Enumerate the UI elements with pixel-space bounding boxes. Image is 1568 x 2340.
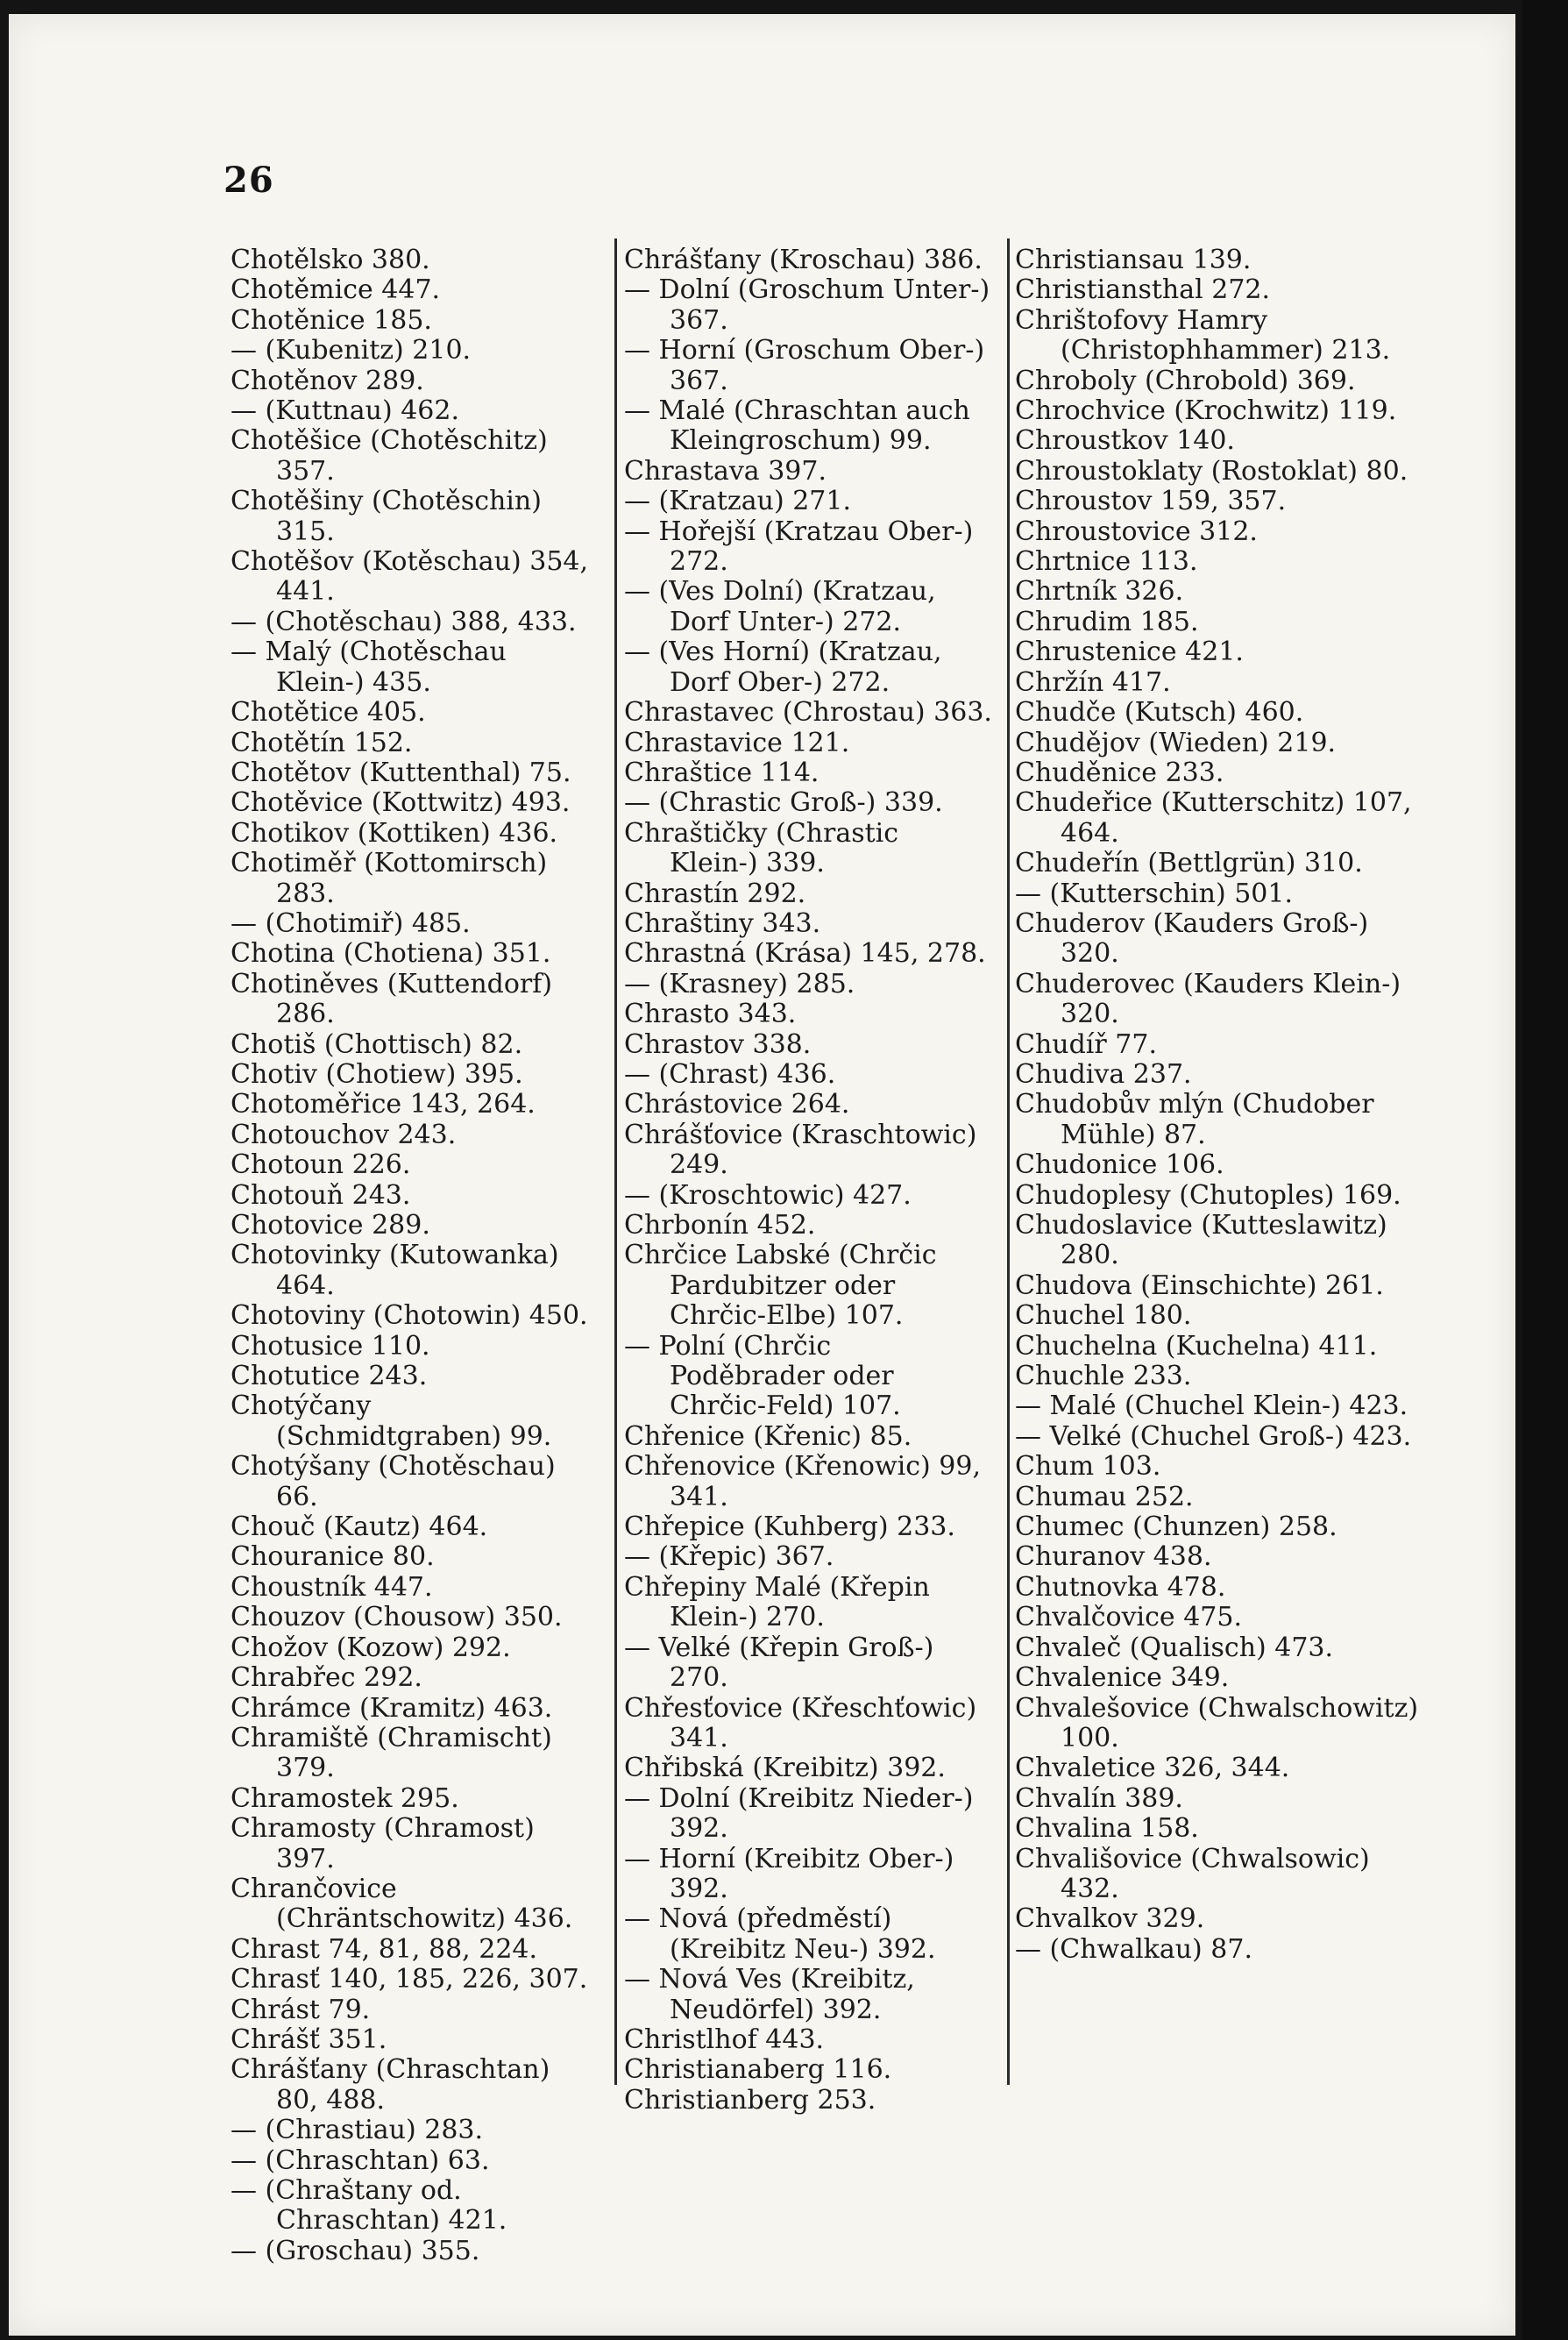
index-entry: Chotěšov (Kotěschau) 354, 441. bbox=[231, 546, 589, 608]
index-entry: Chrudim 185. bbox=[1015, 606, 1199, 637]
index-entry: Chudiva 237. bbox=[1015, 1058, 1192, 1090]
index-entry: Chotovinky (Kutowanka) 464. bbox=[231, 1240, 559, 1301]
index-entry: Chrášťovice (Kraschtowic) 249. bbox=[624, 1119, 977, 1181]
index-entry: Christiansau 139. bbox=[1015, 245, 1252, 275]
index-entry: Chrástovice 264. bbox=[624, 1089, 850, 1120]
index-entry: Chotusice 110. bbox=[231, 1330, 430, 1362]
index-entry: — (Chwalkau) 87. bbox=[1015, 1933, 1253, 1965]
index-entry: Chrastavice 121. bbox=[624, 727, 850, 758]
index-entry: Chouzov (Chousow) 350. bbox=[231, 1602, 563, 1633]
column-divider-1 bbox=[614, 238, 617, 2085]
index-entry: Chuderov (Kauders Groß-) 320. bbox=[1015, 907, 1369, 970]
index-entry: Chřenovice (Křenowic) 99, 341. bbox=[624, 1451, 982, 1512]
index-entry: Chrustenice 421. bbox=[1015, 637, 1244, 668]
index-entry: Chrášťany (Chraschtan) 80, 488. bbox=[231, 2054, 550, 2116]
index-entry: Chotětín 152. bbox=[231, 727, 413, 758]
index-entry: — (Chrastiau) 283. bbox=[231, 2115, 484, 2146]
index-entry: Chvalenice 349. bbox=[1015, 1662, 1230, 1694]
index-entry: Chrast 74, 81, 88, 224. bbox=[231, 1933, 538, 1965]
index-entry: — Malé (Chuchel Klein-) 423. bbox=[1015, 1390, 1408, 1422]
index-entry: Chotikov (Kottiken) 436. bbox=[231, 817, 558, 849]
index-entry: Chotěnov 289. bbox=[231, 365, 424, 396]
index-entry: — Velké (Křepin Groß-) 270. bbox=[624, 1632, 934, 1694]
index-entry: Chrášťany (Kroschau) 386. bbox=[624, 245, 983, 275]
index-entry: — Malé (Chraschtan auch Kleingroschum) 99. bbox=[624, 395, 970, 457]
index-entry: — Nová Ves (Kreibitz, Neudörfel) 392. bbox=[624, 1964, 915, 2025]
index-entry: Chotiš (Chottisch) 82. bbox=[231, 1028, 523, 1060]
index-entry: — Horní (Kreibitz Ober-) 392. bbox=[624, 1843, 954, 1904]
index-entry: Chrčice Labské (Chrčic Pardubitzer oder Chrčic-Elbe) 107. bbox=[624, 1240, 937, 1332]
index-entry: Chrastná (Krása) 145, 278. bbox=[624, 938, 986, 970]
index-entry: Chožov (Kozow) 292. bbox=[231, 1632, 511, 1663]
index-entry: Chrastov 338. bbox=[624, 1028, 812, 1060]
index-entry: Chřesťovice (Křeschťowic) 341. bbox=[624, 1692, 977, 1753]
index-entry: — (Krasney) 285. bbox=[624, 968, 855, 999]
index-entry: Chudova (Einschichte) 261. bbox=[1015, 1270, 1384, 1301]
index-entry: Christianberg 253. bbox=[624, 2084, 876, 2116]
index-entry: — Velké (Chuchel Groß-) 423. bbox=[1015, 1420, 1412, 1452]
index-entry: Chuchel 180. bbox=[1015, 1300, 1192, 1332]
index-entry: Chotiv (Chotiew) 395. bbox=[231, 1058, 523, 1090]
index-entry: Chotěmice 447. bbox=[231, 274, 441, 306]
index-entry: Chotěnice 185. bbox=[231, 304, 432, 336]
index-entry: Chotiměř (Kottomirsch) 283. bbox=[231, 848, 548, 909]
index-column-3 bbox=[1015, 245, 1427, 1965]
index-entry: Chrasť 140, 185, 226, 307. bbox=[231, 1964, 588, 1995]
index-entry: Chrášť 351. bbox=[231, 2023, 387, 2055]
binding-edge bbox=[1522, 0, 1568, 2340]
index-entry: Chrištofovy Hamry (Christophhammer) 213. bbox=[1015, 304, 1391, 366]
index-column-2 bbox=[624, 245, 994, 2116]
index-entry: Chudeřice (Kutterschitz) 107, 464. bbox=[1015, 787, 1412, 849]
index-entry: — (Chrastic Groß-) 339. bbox=[624, 787, 943, 819]
index-entry: Chrastava 397. bbox=[624, 455, 827, 487]
index-entry: Chuchelna (Kuchelna) 411. bbox=[1015, 1330, 1378, 1362]
index-entry: Chrančovice (Chräntschowitz) 436. bbox=[231, 1873, 573, 1935]
index-entry: Chotovice 289. bbox=[231, 1210, 430, 1241]
index-entry: Chvaletice 326, 344. bbox=[1015, 1753, 1290, 1784]
index-entry: — (Kutterschin) 501. bbox=[1015, 878, 1293, 909]
index-entry: Chraštiny 343. bbox=[624, 907, 821, 939]
index-entry: Chrást 79. bbox=[231, 1994, 371, 2025]
index-entry: Chotoměřice 143, 264. bbox=[231, 1089, 536, 1120]
index-entry: Chroboly (Chrobold) 369. bbox=[1015, 365, 1356, 396]
index-entry: Chvališovice (Chwalsowic) 432. bbox=[1015, 1843, 1370, 1904]
index-entry: Chvaleč (Qualisch) 473. bbox=[1015, 1632, 1334, 1663]
page-number: 26 bbox=[223, 160, 274, 201]
index-entry: Chudoslavice (Kutteslawitz) 280. bbox=[1015, 1210, 1387, 1271]
index-entry: Chvalčovice 475. bbox=[1015, 1602, 1242, 1633]
index-entry: Chotěšiny (Chotěschin) 315. bbox=[231, 486, 542, 547]
index-entry: Chotouň 243. bbox=[231, 1179, 411, 1211]
index-entry: Chotěšice (Chotěschitz) 357. bbox=[231, 425, 548, 487]
index-entry: Chotoviny (Chotowin) 450. bbox=[231, 1300, 588, 1332]
index-entry: Christiansthal 272. bbox=[1015, 274, 1271, 306]
index-entry: Chuděnice 233. bbox=[1015, 757, 1224, 788]
index-entry: — (Kuttnau) 462. bbox=[231, 395, 459, 427]
index-entry: Chotětov (Kuttenthal) 75. bbox=[231, 757, 571, 788]
index-entry: — Dolní (Kreibitz Nieder-) 392. bbox=[624, 1782, 974, 1845]
index-entry: Chvalešovice (Chwalschowitz) 100. bbox=[1015, 1692, 1419, 1753]
index-entry: Chroustkov 140. bbox=[1015, 425, 1235, 457]
index-entry: Chudoplesy (Chutoples) 169. bbox=[1015, 1179, 1401, 1211]
index-entry: Chuderovec (Kauders Klein-) 320. bbox=[1015, 968, 1401, 1030]
index-entry: Chrbonín 452. bbox=[624, 1210, 816, 1241]
index-entry: Chotěvice (Kottwitz) 493. bbox=[231, 787, 571, 819]
index-entry: — (Křepic) 367. bbox=[624, 1541, 834, 1573]
index-entry: — Polní (Chrčic Poděbrader oder Chrčic-Feld) 107. bbox=[624, 1330, 901, 1422]
index-entry: Chotiněves (Kuttendorf) 286. bbox=[231, 968, 553, 1030]
index-entry: Chroustov 159, 357. bbox=[1015, 486, 1287, 517]
index-entry: Chvalina 158. bbox=[1015, 1813, 1199, 1845]
index-entry: Chrastín 292. bbox=[624, 878, 806, 909]
index-entry: Chudče (Kutsch) 460. bbox=[1015, 697, 1304, 729]
index-entry: Chudonice 106. bbox=[1015, 1149, 1224, 1181]
index-entry: Chotouchov 243. bbox=[231, 1119, 457, 1150]
index-entry: Chouč (Kautz) 464. bbox=[231, 1511, 488, 1543]
index-entry: Chramiště (Chramischt) 379. bbox=[231, 1722, 552, 1784]
index-entry: — (Kroschtowic) 427. bbox=[624, 1179, 912, 1211]
index-entry: Chotělsko 380. bbox=[231, 245, 430, 275]
index-entry: Chrtník 326. bbox=[1015, 576, 1184, 608]
index-entry: Chotina (Chotiena) 351. bbox=[231, 938, 551, 970]
index-entry: — Hořejší (Kratzau Ober-) 272. bbox=[624, 516, 974, 578]
index-entry: — (Kratzau) 271. bbox=[624, 486, 851, 517]
index-entry: Chramostek 295. bbox=[231, 1782, 459, 1814]
index-entry: Chvalkov 329. bbox=[1015, 1903, 1205, 1935]
index-entry: Chroustoklaty (Rostoklat) 80. bbox=[1015, 455, 1408, 487]
index-entry: Chřibská (Kreibitz) 392. bbox=[624, 1753, 946, 1784]
index-entry: Chudobův mlýn (Chudober Mühle) 87. bbox=[1015, 1089, 1374, 1150]
index-entry: — (Chrast) 436. bbox=[624, 1058, 836, 1090]
index-entry: — Horní (Groschum Ober-) 367. bbox=[624, 335, 985, 396]
index-entry: Chrochvice (Krochwitz) 119. bbox=[1015, 395, 1397, 427]
index-entry: Chramosty (Chramost) 397. bbox=[231, 1813, 535, 1874]
index-entry: Chudějov (Wieden) 219. bbox=[1015, 727, 1337, 758]
index-entry: Churanov 438. bbox=[1015, 1541, 1212, 1573]
index-entry: Chudeřín (Bettlgrün) 310. bbox=[1015, 848, 1363, 879]
index-entry: Choustník 447. bbox=[231, 1571, 433, 1603]
index-entry: Chřenice (Křenic) 85. bbox=[624, 1420, 912, 1452]
index-entry: Chraštice 114. bbox=[624, 757, 819, 788]
index-entry: Chraštičky (Chrastic Klein-) 339. bbox=[624, 817, 899, 879]
index-entry: — Malý (Chotěschau Klein-) 435. bbox=[231, 637, 507, 698]
index-entry: Chotětice 405. bbox=[231, 697, 426, 729]
index-entry: — (Chotimiř) 485. bbox=[231, 907, 471, 939]
index-entry: Chutnovka 478. bbox=[1015, 1571, 1226, 1603]
index-entry: Chuchle 233. bbox=[1015, 1361, 1192, 1392]
index-entry: Christlhof 443. bbox=[624, 2023, 825, 2055]
index-entry: — (Kubenitz) 210. bbox=[231, 335, 472, 366]
index-entry: Chotutice 243. bbox=[231, 1361, 428, 1392]
index-column-1 bbox=[231, 245, 593, 2266]
index-entry: Chvalín 389. bbox=[1015, 1782, 1183, 1814]
column-divider-2 bbox=[1007, 238, 1010, 2085]
index-entry: Chudíř 77. bbox=[1015, 1028, 1157, 1060]
index-entry: Christianaberg 116. bbox=[624, 2054, 892, 2086]
index-entry: Chotoun 226. bbox=[231, 1149, 411, 1181]
index-entry: — (Chraštany od. Chraschtan) 421. bbox=[231, 2175, 507, 2237]
index-entry: Chrámce (Kramitz) 463. bbox=[231, 1692, 553, 1724]
index-entry: Chřepice (Kuhberg) 233. bbox=[624, 1511, 955, 1543]
index-entry: Chroustovice 312. bbox=[1015, 516, 1258, 547]
index-entry: — (Groschau) 355. bbox=[231, 2235, 480, 2266]
index-entry: Chržín 417. bbox=[1015, 666, 1171, 698]
index-entry: Chotýčany (Schmidtgraben) 99. bbox=[231, 1390, 552, 1452]
index-entry: Chřepiny Malé (Křepin Klein-) 270. bbox=[624, 1571, 930, 1633]
index-entry: — (Chraschtan) 63. bbox=[231, 2144, 490, 2176]
index-entry: Chumau 252. bbox=[1015, 1481, 1194, 1512]
index-entry: — (Ves Horní) (Kratzau, Dorf Ober-) 272. bbox=[624, 637, 942, 698]
index-entry: Chum 103. bbox=[1015, 1451, 1161, 1483]
index-entry: — Dolní (Groschum Unter-) 367. bbox=[624, 274, 990, 336]
index-entry: Chrtnice 113. bbox=[1015, 546, 1198, 578]
index-entry: Chrasto 343. bbox=[624, 999, 797, 1030]
index-entry: Chrabřec 292. bbox=[231, 1662, 422, 1694]
index-entry: Chotýšany (Chotěschau) 66. bbox=[231, 1451, 556, 1512]
index-entry: Chumec (Chunzen) 258. bbox=[1015, 1511, 1337, 1543]
index-entry: — (Chotěschau) 388, 433. bbox=[231, 606, 577, 637]
index-entry: — (Ves Dolní) (Kratzau, Dorf Unter-) 272. bbox=[624, 576, 936, 637]
index-entry: Chrastavec (Chrostau) 363. bbox=[624, 697, 992, 729]
index-entry: — Nová (předměstí) (Kreibitz Neu-) 392. bbox=[624, 1903, 936, 1965]
index-entry: Chouranice 80. bbox=[231, 1541, 435, 1573]
